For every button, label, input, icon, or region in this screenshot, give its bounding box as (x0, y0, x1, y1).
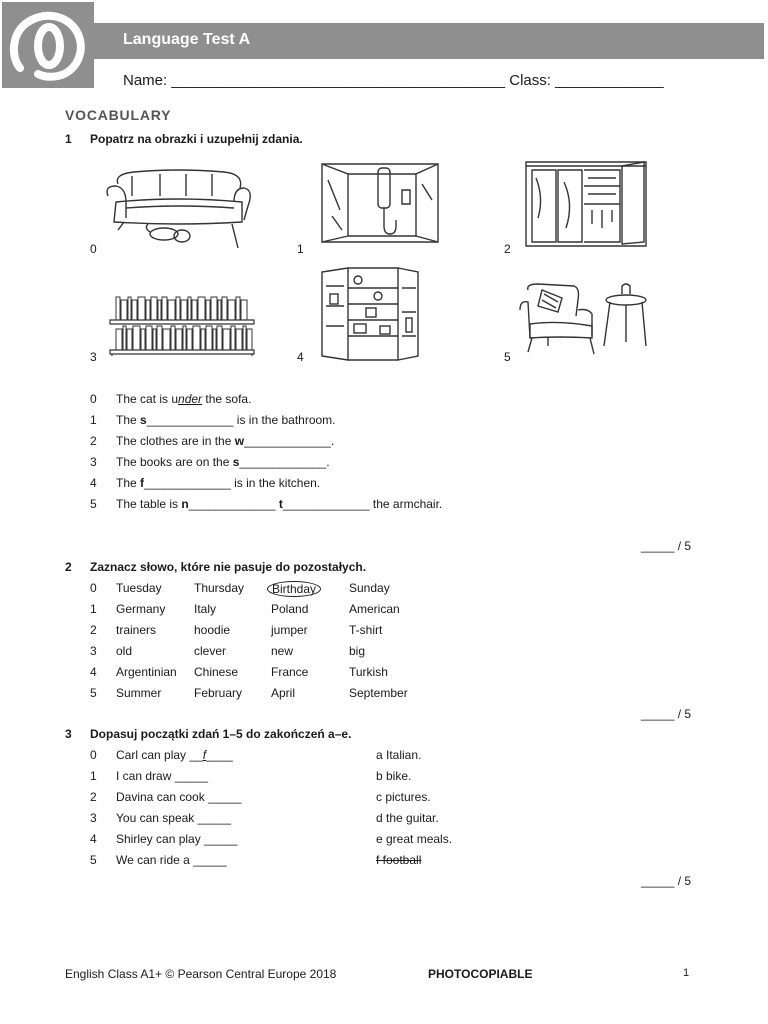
sentence-text[interactable]: The cat is under the sofa. (116, 392, 252, 406)
book-spine (183, 326, 186, 350)
word-option[interactable]: new (271, 644, 294, 658)
book-spine (116, 329, 122, 350)
sentence-start[interactable]: We can ride a _____ (116, 853, 227, 867)
task3-score[interactable]: _____ / 5 (641, 874, 692, 888)
task-instruction: Popatrz na obrazki i uzupełnij zdania. (90, 132, 303, 146)
sofa-with-cat-icon (104, 166, 252, 252)
picture-number: 5 (504, 350, 511, 364)
word-option[interactable]: T-shirt (349, 623, 383, 637)
word-option[interactable]: September (349, 686, 408, 700)
book-spine (133, 326, 140, 350)
class-field[interactable]: _____________ (555, 72, 664, 89)
sentence-start[interactable]: You can speak _____ (116, 811, 231, 825)
sentence-ending: b bike. (376, 769, 412, 783)
book-spine (157, 326, 162, 350)
word-option-circled[interactable]: Birthday (271, 581, 321, 597)
book-spine (188, 297, 191, 320)
sentence-start[interactable]: Shirley can play _____ (116, 832, 238, 846)
book-spine (171, 326, 175, 350)
picture-number: 2 (504, 242, 511, 256)
book-spine (121, 300, 127, 320)
book-spine (162, 297, 167, 320)
book-spine (146, 300, 150, 320)
book-spine (206, 300, 210, 320)
class-label: Class: (509, 72, 551, 89)
unit-logo (2, 2, 94, 88)
book-spine (206, 326, 212, 350)
item-number: 4 (90, 665, 97, 679)
word-option[interactable]: clever (194, 644, 227, 658)
name-label: Name: (123, 72, 168, 89)
item-number: 3 (90, 811, 97, 825)
picture-number: 1 (297, 242, 304, 256)
word-option[interactable]: Italy (194, 602, 217, 616)
book-spine (243, 326, 246, 350)
item-number: 4 (90, 832, 97, 846)
item-number: 0 (90, 581, 97, 595)
sentence-text[interactable]: The table is n_____________ t_____________ the armchair. (116, 497, 443, 511)
word-option[interactable]: Argentinian (116, 665, 177, 679)
word-option[interactable]: hoodie (194, 623, 231, 637)
sentence-start[interactable]: Carl can play __f____ (116, 748, 233, 762)
sentence-text[interactable]: The clothes are in the w_____________. (116, 434, 335, 448)
book-spine (158, 300, 161, 320)
book-spine (236, 297, 240, 320)
sentence-text[interactable]: The books are on the s_____________. (116, 455, 330, 469)
book-spine (222, 297, 227, 320)
shower-icon (318, 160, 442, 244)
book-spine (223, 329, 230, 350)
bookshelf-icon (108, 292, 256, 356)
footer-copyright: English Class A1+ © Pearson Central Europe 2018 (65, 967, 337, 981)
word-option[interactable]: February (194, 686, 243, 700)
book-spine (138, 297, 145, 320)
item-number: 3 (90, 455, 97, 469)
item-number: 1 (90, 602, 97, 616)
word-option[interactable]: trainers (116, 623, 157, 637)
task1-score[interactable]: _____ / 5 (641, 539, 692, 553)
book-spine (181, 300, 187, 320)
book-spine (187, 329, 192, 350)
sentence-ending: d the guitar. (376, 811, 439, 825)
task-number: 2 (65, 560, 72, 574)
item-number: 4 (90, 476, 97, 490)
item-number: 5 (90, 497, 97, 511)
sentence-start[interactable]: Davina can cook _____ (116, 790, 242, 804)
word-option[interactable]: old (116, 644, 133, 658)
word-option[interactable]: Sunday (349, 581, 390, 595)
sentence-ending: a Italian. (376, 748, 422, 762)
picture-number: 4 (297, 350, 304, 364)
item-number: 2 (90, 623, 97, 637)
name-field[interactable]: ________________________________________ (171, 72, 506, 89)
book-spine (192, 300, 197, 320)
page-number: 1 (683, 967, 690, 979)
unit-zero-icon (2, 2, 94, 88)
item-number: 2 (90, 790, 97, 804)
book-spine (198, 297, 205, 320)
book-spine (146, 326, 152, 350)
picture-number: 3 (90, 350, 97, 364)
book-spine (247, 329, 252, 350)
task2-score[interactable]: _____ / 5 (641, 707, 692, 721)
word-option[interactable]: American (349, 602, 400, 616)
page-title: Language Test A (123, 31, 251, 48)
footer-photocopiable: PHOTOCOPIABLE (428, 967, 533, 981)
book-spine (201, 329, 205, 350)
title-bar (94, 23, 764, 59)
book-spine (132, 300, 137, 320)
item-number: 2 (90, 434, 97, 448)
word-option[interactable]: April (271, 686, 296, 700)
sentence-text[interactable]: The s_____________ is in the bathroom. (116, 413, 336, 427)
sentence-start[interactable]: I can draw _____ (116, 769, 209, 783)
book-spine (168, 300, 175, 320)
book-spine (211, 297, 217, 320)
word-option[interactable]: Germany (116, 602, 166, 616)
word-option[interactable]: jumper (271, 623, 308, 637)
sentence-ending: f football (376, 853, 422, 867)
book-spine (217, 326, 222, 350)
task-number: 1 (65, 132, 72, 146)
book-spine (236, 329, 242, 350)
word-option[interactable]: Summer (116, 686, 162, 700)
sentence-ending: c pictures. (376, 790, 431, 804)
book-spine (231, 326, 235, 350)
sentence-ending: e great meals. (376, 832, 453, 846)
word-option[interactable]: Tuesday (116, 581, 162, 595)
book-spine (141, 329, 145, 350)
book-spine (128, 297, 131, 320)
fridge-icon (318, 266, 422, 362)
picture-number: 0 (90, 242, 97, 256)
task-instruction: Dopasuj początki zdań 1–5 do zakończeń a–e. (90, 727, 352, 741)
book-spine (153, 329, 156, 350)
section-title: VOCABULARY (65, 107, 172, 123)
item-number: 1 (90, 769, 97, 783)
item-number: 5 (90, 686, 97, 700)
item-number: 3 (90, 644, 97, 658)
word-option[interactable]: France (271, 665, 309, 679)
word-option[interactable]: Poland (271, 602, 309, 616)
item-number: 1 (90, 413, 97, 427)
book-spine (116, 297, 120, 320)
book-spine (163, 329, 170, 350)
word-option[interactable]: Chinese (194, 665, 239, 679)
word-option[interactable]: Turkish (349, 665, 388, 679)
word-option[interactable]: big (349, 644, 366, 658)
book-spine (228, 300, 235, 320)
task-instruction: Zaznacz słowo, które nie pasuje do pozostałych. (90, 560, 367, 574)
book-spine (241, 300, 247, 320)
item-number: 5 (90, 853, 97, 867)
book-spine (193, 326, 200, 350)
sentence-text[interactable]: The f_____________ is in the kitchen. (116, 476, 321, 490)
name-class-row (123, 72, 664, 89)
item-number: 0 (90, 392, 97, 406)
wardrobe-icon (522, 158, 650, 248)
book-spine (176, 329, 182, 350)
book-spine (176, 297, 180, 320)
item-number: 0 (90, 748, 97, 762)
book-spine (123, 326, 126, 350)
task-number: 3 (65, 727, 72, 741)
book-spine (213, 329, 216, 350)
armchair-and-table-icon (518, 280, 652, 360)
book-spine (127, 329, 132, 350)
word-option[interactable]: Thursday (194, 581, 245, 595)
book-spine (218, 300, 221, 320)
book-spine (151, 297, 157, 320)
